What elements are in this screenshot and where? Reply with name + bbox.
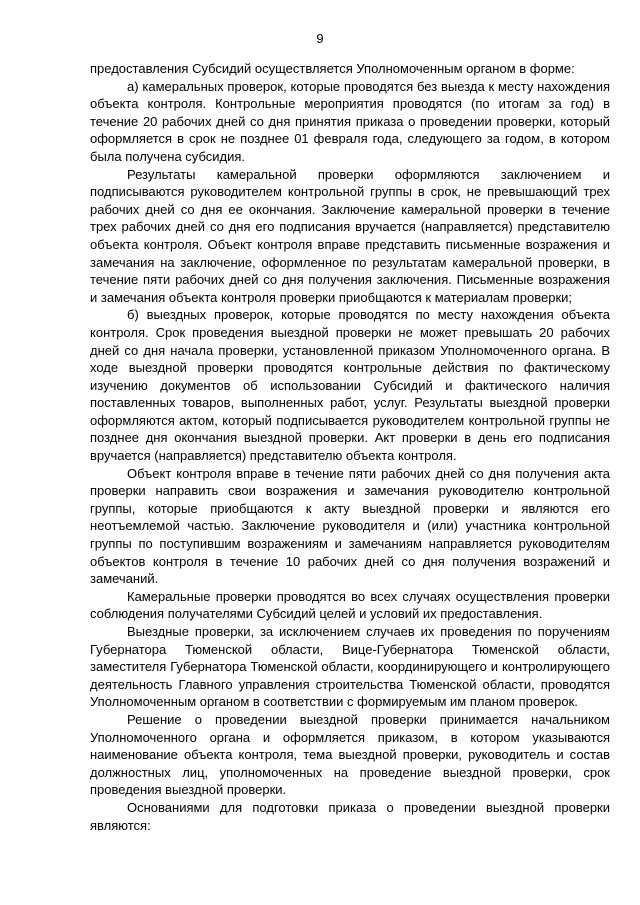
paragraph-audit-decision: Решение о проведении выездной проверки принимается начальником Уполномоченного органа и оформляется приказом, в котором указываются наименование объекта контроля, тема выездной проверки, руководитель и состав должностных лиц, уполномоченных на проведение выездной проверки, срок проведения выездной проверки.	[90, 711, 610, 798]
paragraph-desk-audits: а) камеральных проверок, которые проводятся без выезда к месту нахождения объекта контроля. Контрольные мероприятия проводятся (по итогам за год) в течение 20 рабочих дней со дня принятия приказа о проведении проверки, который оформляется в срок не позднее 01 февраля года, следующего за годом, в котором была получена субсидия.	[90, 78, 610, 164]
paragraph-grounds: Основаниями для подготовки приказа о проведении выездной проверки являются:	[90, 799, 610, 833]
paragraph-desk-audit-results: Результаты камеральной проверки оформляются заключением и подписываются руководителем контрольной группы в срок, не превышающий трех рабочих дней со дня ее окончания. Заключение камеральной проверки в течение трех рабочих дней со дня его подписания вручается (направляется) представителю объекта контроля. Объект контроля вправе представить письменные возражения и замечания на заключение, оформленное по результатам камеральной проверки, в течение пяти рабочих дней со дня получения заключения. Письменные возражения и замечания объекта контроля проверки приобщаются к материалам проверки;	[90, 166, 610, 305]
page-number: 9	[316, 31, 324, 46]
document-body	[90, 60, 610, 834]
paragraph-field-audits: б) выездных проверок, которые проводятся по месту нахождения объекта контроля. Срок проведения выездной проверки не может превышать 20 рабочих дней со дня начала проверки, установленной приказом Уполномоченного органа. В ходе выездной проверки проводятся контрольные действия по фактическому изучению документов об использовании Субсидий и фактического наличия поставленных товаров, выполненных работ, услуг. Результаты выездной проверки оформляются актом, который подписывается руководителем контрольной группы не позднее дня окончания выездной проверки. Акт проверки в день его подписания вручается (направляется) представителю объекта контроля.	[90, 307, 610, 464]
paragraph-field-audit-plan: Выездные проверки, за исключением случаев их проведения по поручениям Губернатора Тюменской области, Вице-Губернатора Тюменской области, заместителя Губернатора Тюменской области, координирующего и контролирующего деятельность Главного управления строительства Тюменской области, проводятся Уполномоченным органом в соответствии с формируемым им планом проверок.	[90, 624, 610, 710]
paragraph-objections: Объект контроля вправе в течение пяти рабочих дней со дня получения акта проверки направить свои возражения и замечания руководителю контрольной группы, которые приобщаются к акту выездной проверки и являются его неотъемлемой частью. Заключение руководителя и (или) участника контрольной группы по поступившим возражениям и замечаниям направляется руководителям объектов контроля в течение 10 рабочих дней со дня получения возражений и замечаний.	[90, 465, 610, 587]
paragraph-continuation: предоставления Субсидий осуществляется Уполномоченным органом в форме:	[90, 61, 575, 76]
paragraph-desk-audit-scope: Камеральные проверки проводятся во всех случаях осуществления проверки соблюдения получателями Субсидий целей и условий их предоставления.	[90, 588, 610, 622]
